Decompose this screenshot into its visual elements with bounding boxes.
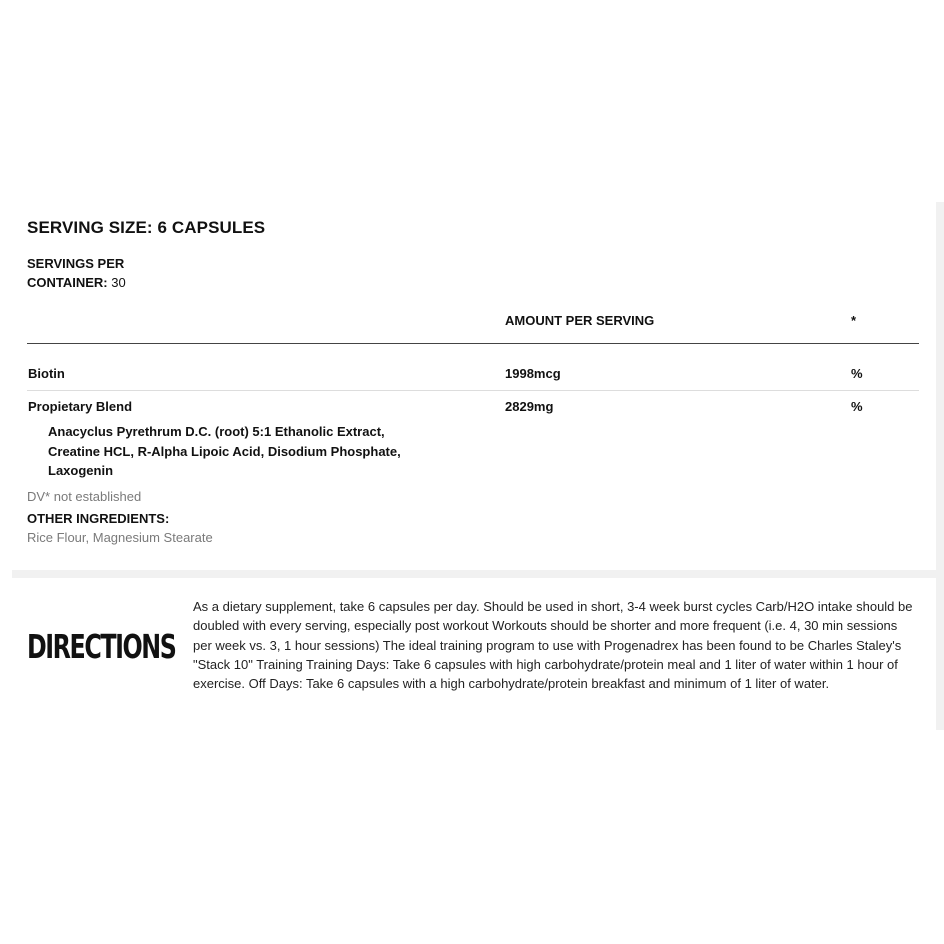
servings-per-value: 30 [111,275,126,290]
section-divider [12,570,936,578]
header-divider [27,343,919,344]
row-biotin-dv: % [851,366,863,381]
panel-edge [936,202,944,730]
amount-per-serving-header: AMOUNT PER SERVING [505,313,655,328]
blend-ingredients: Anacyclus Pyrethrum D.C. (root) 5:1 Ethanolic Extract, Creatine HCL, R-Alpha Lipoic Acid, Disodium Phosphate, Laxogenin [48,424,401,478]
row-blend-dv: % [851,399,863,414]
dv-note: DV* not established [27,489,142,504]
other-ingredients-label: OTHER INGREDIENTS: [27,511,170,526]
row-blend-amount: 2829mg [505,399,554,414]
row-divider [27,390,919,391]
directions-heading: DIRECTIONS [27,627,176,666]
other-ingredients-value: Rice Flour, Magnesium Stearate [27,530,213,545]
servings-per-label: SERVINGS PER [27,256,125,271]
servings-per-line-2 [27,273,227,292]
container-label: CONTAINER: [27,275,108,290]
serving-size-heading: SERVING SIZE: 6 CAPSULES [27,218,266,237]
row-blend-name: Propietary Blend [28,399,133,414]
row-biotin-name: Biotin [28,366,65,381]
servings-per-container [27,254,227,292]
directions-text: As a dietary supplement, take 6 capsules per day. Should be used in short, 3-4 week burst cycles Carb/H2O intake should be doubled with every serving, especially post workout Workouts should be shorter and more frequent (i.e. 4, 30 min sessions per week vs. 3, 1 hour sessions) The ideal training program to use with Progenadrex has been found to be Charles Staley's "Stack 10" Training Training Days: Take 6 capsules with high carbohydrate/protein meal and 1 liter of water within 1 hour of exercise. Off Days: Take 6 capsules with a high carbohydrate/protein breakfast and minimum of 1 liter of water. [193,599,913,692]
daily-value-header: * [851,313,857,328]
row-biotin-amount: 1998mcg [505,366,561,381]
